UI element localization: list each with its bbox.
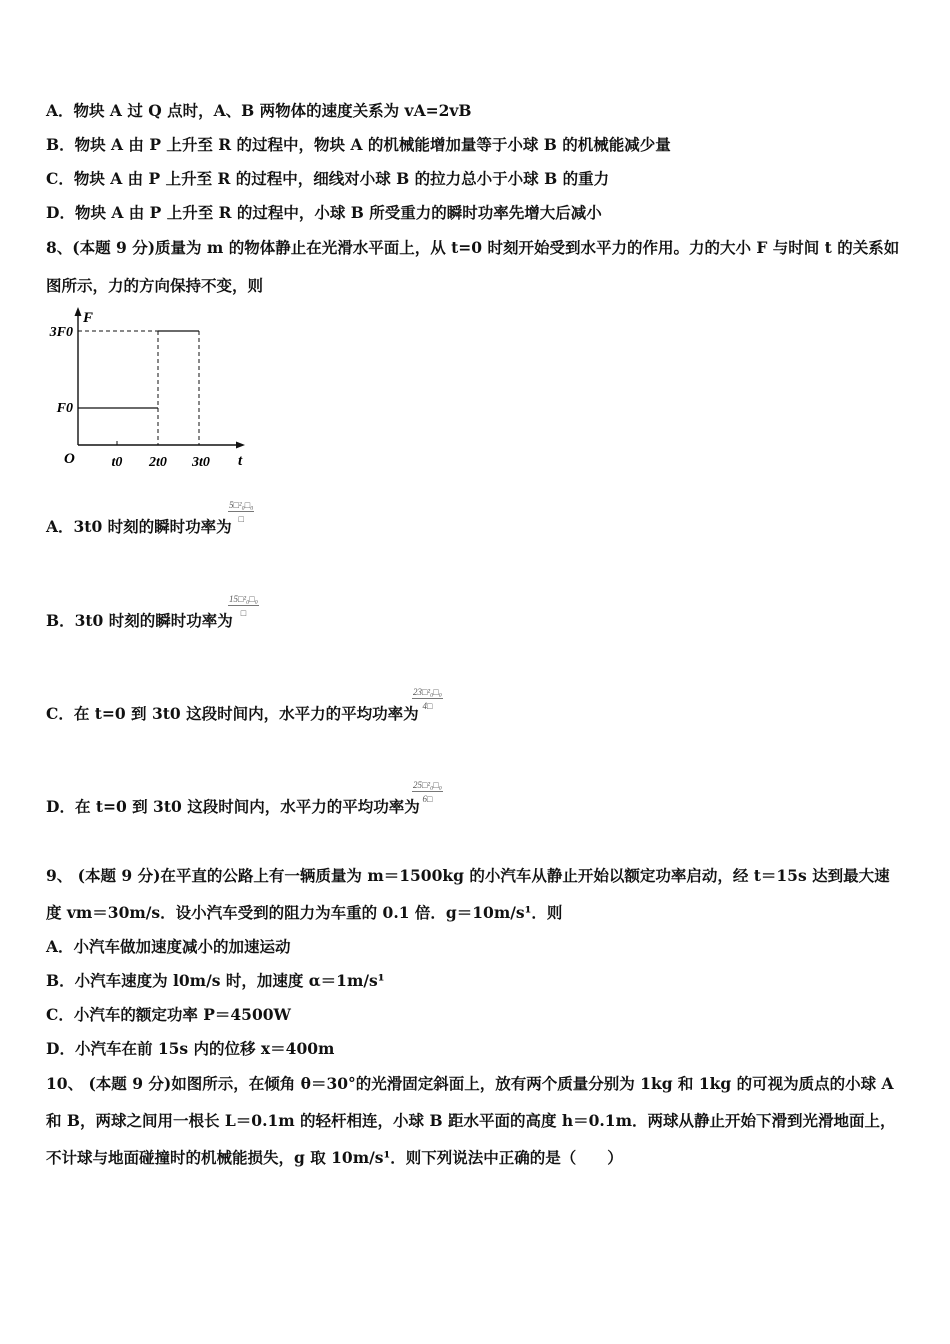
fraction-b-den: □	[240, 608, 247, 618]
q9-stem-line1: 9、 (本题 9 分)在平直的公路上有一辆质量为 m＝1500kg 的小汽车从静止开始以额定功率启动，经 t＝15s 达到最大速	[46, 866, 890, 885]
y-axis-label: F	[83, 310, 94, 326]
fraction-d-num: 25□²₀□₀	[413, 780, 442, 790]
fraction-c-num: 23□²₀□₀	[413, 687, 442, 697]
x-tick-2t0: 2t0	[149, 455, 167, 470]
q8-option-a: A．3t0 时刻的瞬时功率为	[46, 517, 232, 536]
q10-stem-line3: 不计球与地面碰撞时的机械能损失，g 取 10m/s¹．则下列说法中正确的是（ ）	[46, 1148, 623, 1167]
y-tick-3f0: 3F0	[49, 325, 73, 340]
x-tick-3t0: 3t0	[192, 455, 210, 470]
x-axis-label: t	[238, 453, 243, 469]
q9-option-b: B．小汽车速度为 l0m/s 时，加速度 α＝1m/s¹	[46, 971, 385, 990]
q7-option-b: B．物块 A 由 P 上升至 R 的过程中，物块 A 的机械能增加量等于小球 B 的机械能减少量	[46, 135, 671, 154]
force-time-graph	[40, 305, 260, 480]
q8-stem-line2: 图所示，力的方向保持不变，则	[46, 276, 264, 295]
fraction-b-num: 15□²₀□₀	[229, 594, 258, 604]
q7-option-c: C．物块 A 由 P 上升至 R 的过程中，细线对小球 B 的拉力总小于小球 B 的重力	[46, 169, 610, 188]
fraction-d-den: 6□	[422, 794, 433, 804]
q9-option-a: A．小汽车做加速度减小的加速运动	[46, 937, 291, 956]
fraction-a-den: □	[238, 514, 244, 524]
q8-option-c: C．在 t=0 到 3t0 这段时间内，水平力的平均功率为	[46, 704, 419, 723]
q8-stem-line1: 8、(本题 9 分)质量为 m 的物体静止在光滑水平面上，从 t=0 时刻开始受到水平力的作用。力的大小 F 与时间 t 的关系如	[46, 238, 900, 257]
y-tick-f0: F0	[56, 401, 73, 416]
q10-stem-line2: 和 B，两球之间用一根长 L＝0.1m 的轻杆相连，小球 B 距水平面的高度 h＝0.1m．两球从静止开始下滑到光滑地面上，	[46, 1111, 896, 1130]
fraction-d	[412, 780, 443, 804]
q8-option-d: D．在 t=0 到 3t0 这段时间内，水平力的平均功率为	[46, 797, 420, 816]
fraction-a-num: 5□²₀□₀	[229, 500, 254, 510]
fraction-a	[228, 500, 254, 524]
x-axis-arrow	[236, 442, 245, 449]
q9-option-c: C．小汽车的额定功率 P＝4500W	[46, 1005, 291, 1024]
q8-option-b: B．3t0 时刻的瞬时功率为	[46, 611, 233, 630]
q7-option-d: D．物块 A 由 P 上升至 R 的过程中，小球 B 所受重力的瞬时功率先增大后减小	[46, 203, 602, 222]
q9-stem-line2: 度 vm＝30m/s．设小汽车受到的阻力为车重的 0.1 倍．g＝10m/s¹．则	[46, 903, 563, 922]
fraction-c-den: 4□	[422, 701, 433, 711]
q10-stem-line1: 10、 (本题 9 分)如图所示，在倾角 θ＝30°的光滑固定斜面上，放有两个质量分别为 1kg 和 1kg 的可视为质点的小球 A	[46, 1074, 894, 1093]
origin-label: O	[64, 451, 75, 467]
q7-option-a: A．物块 A 过 Q 点时，A、B 两物体的速度关系为 vA=2vB	[46, 101, 472, 120]
y-axis-arrow	[75, 307, 82, 316]
x-tick-t0: t0	[111, 455, 123, 470]
fraction-b	[228, 594, 259, 618]
q9-option-d: D．小汽车在前 15s 内的位移 x＝400m	[46, 1039, 335, 1058]
fraction-c	[412, 687, 443, 711]
